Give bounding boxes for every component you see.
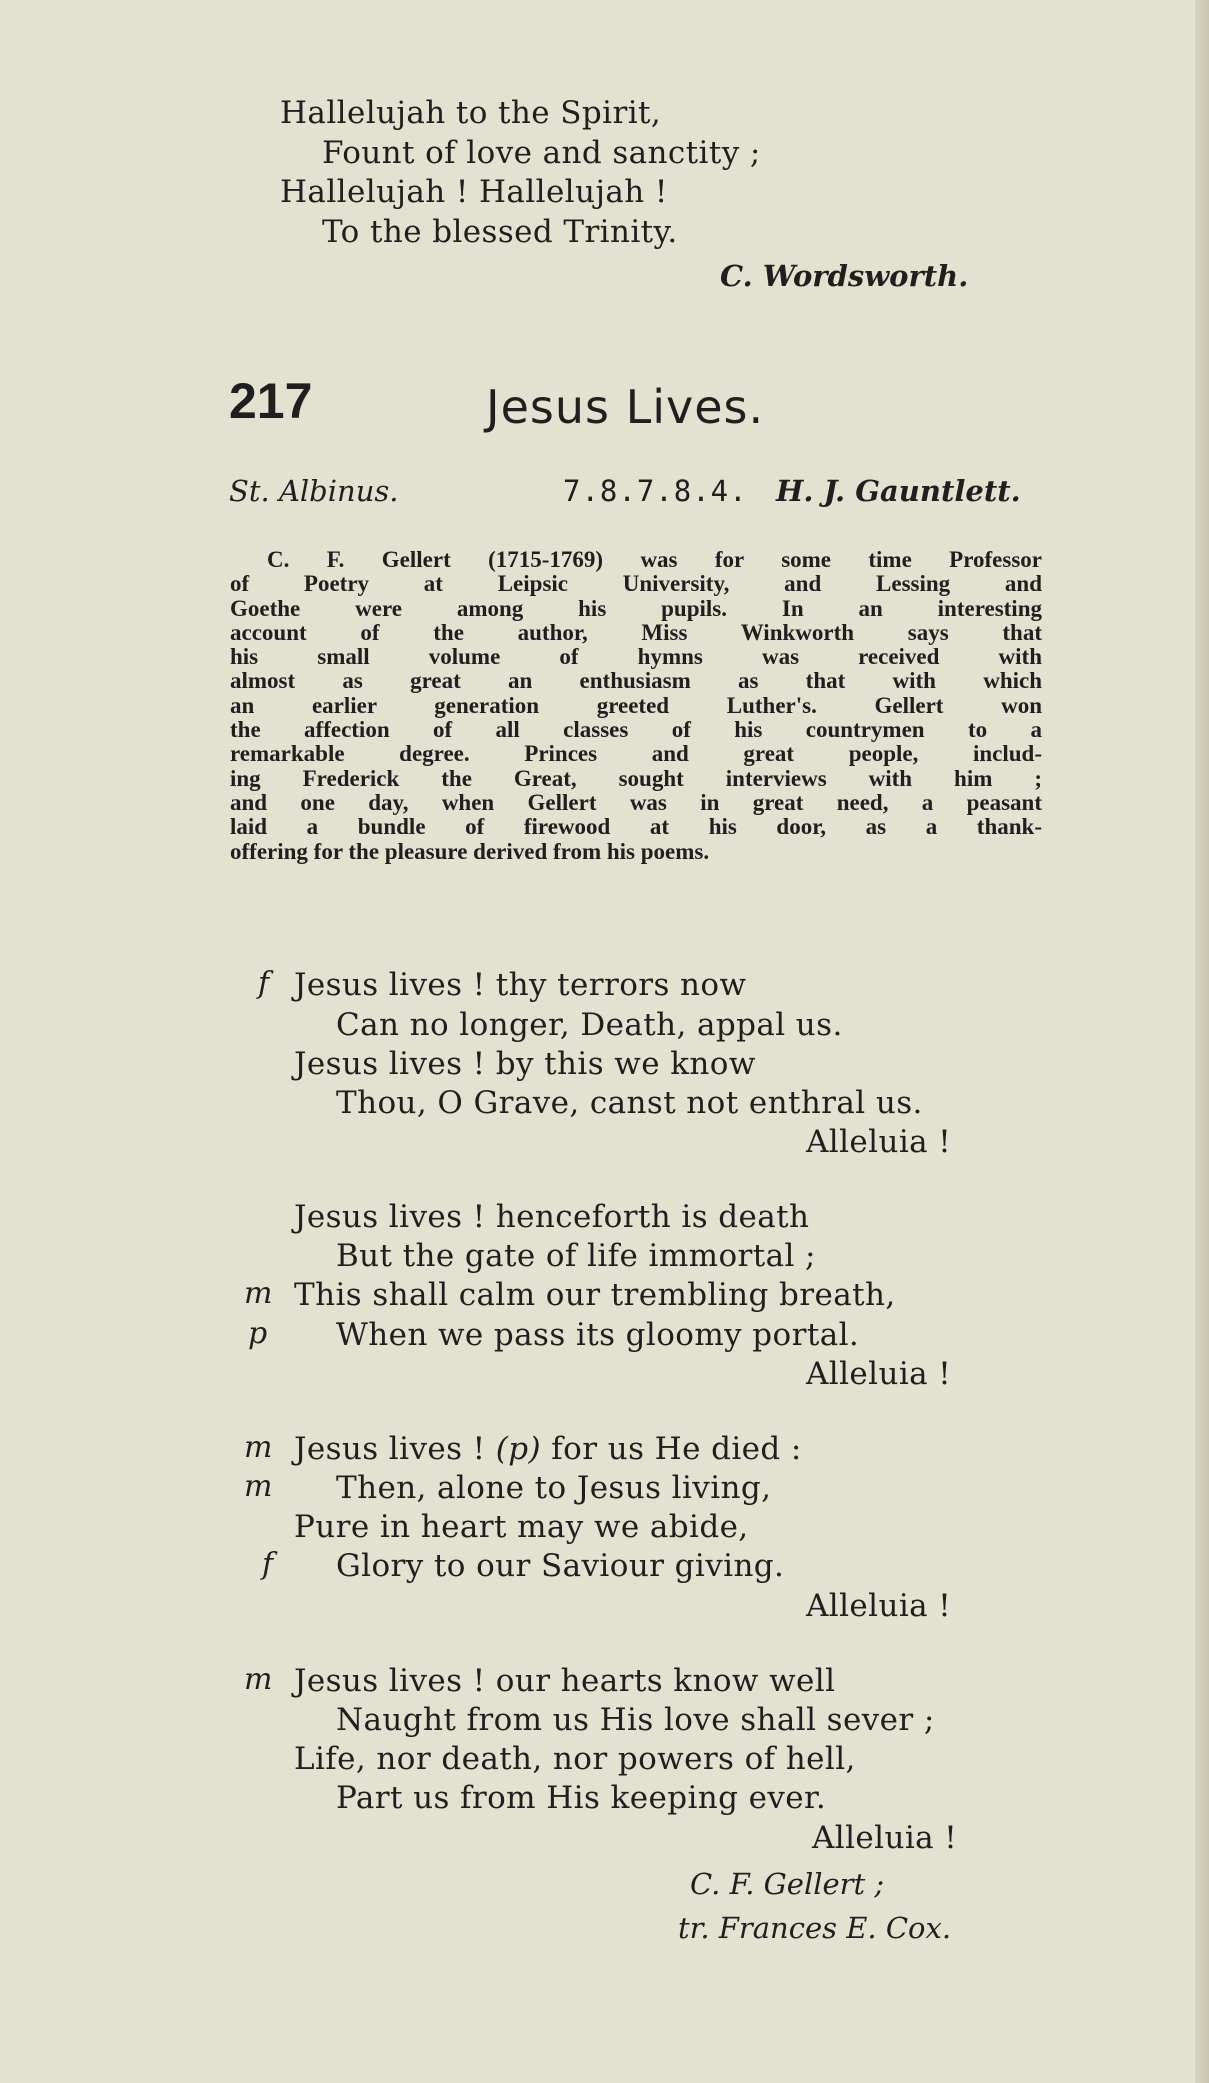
note-line: and one day, when Gellert was in great need, a peasant	[230, 789, 1042, 815]
inline-dynamic-mark: (p)	[495, 1431, 542, 1467]
note-line: the affection of all classes of his countrymen to a	[230, 717, 1042, 743]
note-line: offering for the pleasure derived from his poems.	[230, 838, 710, 864]
meter: 7.8.7.8.4.	[563, 474, 748, 508]
verse-line	[294, 1430, 802, 1468]
note-line: remarkable degree. Princes and great people, includ-	[230, 741, 1042, 767]
hymn-note	[230, 548, 1042, 864]
note-line: laid a bundle of firewood at his door, as a thank-	[230, 814, 1042, 840]
hymn-title: Jesus Lives.	[486, 380, 765, 434]
page-edge	[1195, 0, 1209, 2083]
verse-line: To the blessed Trinity.	[322, 214, 678, 250]
refrain: Alleluia !	[806, 1588, 952, 1624]
verse-line: Jesus lives ! our hearts know well	[294, 1663, 836, 1699]
dynamic-mark: m	[244, 1469, 273, 1504]
note-line: of Poetry at Leipsic University, and Lessing and	[230, 571, 1042, 597]
verse-line: Life, nor death, nor powers of hell,	[294, 1741, 856, 1777]
verse-text: for us He died :	[551, 1431, 802, 1467]
hymn-number: 217	[229, 373, 313, 429]
verse-line: When we pass its gloomy portal.	[336, 1317, 860, 1353]
note-line: almost as great an enthusiasm as that with which	[230, 668, 1042, 694]
composer: H. J. Gauntlett.	[776, 474, 1021, 508]
tune-name: St. Albinus.	[229, 474, 399, 508]
dynamic-mark: m	[244, 1276, 273, 1311]
verse-line: Fount of love and sanctity ;	[322, 135, 761, 171]
verse-line: Jesus lives ! henceforth is death	[294, 1199, 810, 1235]
verse-line: Glory to our Saviour giving.	[336, 1548, 785, 1584]
verse-line: Hallelujah to the Spirit,	[280, 95, 662, 131]
note-line: an earlier generation greeted Luther's. Gellert won	[230, 692, 1042, 718]
verse-line: This shall calm our trembling breath,	[294, 1277, 896, 1313]
verse-line: Hallelujah ! Hallelujah !	[280, 174, 668, 210]
dynamic-mark: f	[258, 966, 270, 1001]
verse-line: Naught from us His love shall sever ;	[336, 1702, 935, 1738]
verse-line: Can no longer, Death, appal us.	[336, 1007, 843, 1043]
note-line: Goethe were among his pupils. In an interesting	[230, 595, 1042, 621]
verse-line: Then, alone to Jesus living,	[336, 1470, 772, 1506]
verse-line: Thou, O Grave, canst not enthral us.	[336, 1085, 923, 1121]
note-line: C. F. Gellert (1715-1769) was for some time Professor	[267, 547, 1042, 572]
translator: tr. Frances E. Cox.	[678, 1911, 952, 1945]
dynamic-mark: m	[244, 1430, 273, 1465]
hymn-author: C. F. Gellert ;	[690, 1867, 885, 1901]
dynamic-mark: f	[262, 1547, 274, 1582]
refrain: Alleluia !	[806, 1356, 952, 1392]
note-line: ing Frederick the Great, sought interviews with him ;	[230, 765, 1042, 791]
verse-line: Jesus lives ! thy terrors now	[294, 967, 747, 1003]
note-line: account of the author, Miss Winkworth says that	[230, 619, 1042, 645]
verse-line: But the gate of life immortal ;	[336, 1238, 816, 1274]
dynamic-mark: p	[248, 1316, 268, 1351]
verse-text: Jesus lives !	[294, 1431, 486, 1467]
refrain: Alleluia !	[806, 1124, 952, 1160]
verse-line: Pure in heart may we abide,	[294, 1509, 749, 1545]
verse-line: Part us from His keeping ever.	[336, 1780, 827, 1816]
dynamic-mark: m	[244, 1662, 273, 1697]
note-line: his small volume of hymns was received with	[230, 644, 1042, 670]
refrain: Alleluia !	[812, 1820, 958, 1856]
verse-line: Jesus lives ! by this we know	[294, 1046, 756, 1082]
previous-hymn-author: C. Wordsworth.	[720, 259, 969, 293]
